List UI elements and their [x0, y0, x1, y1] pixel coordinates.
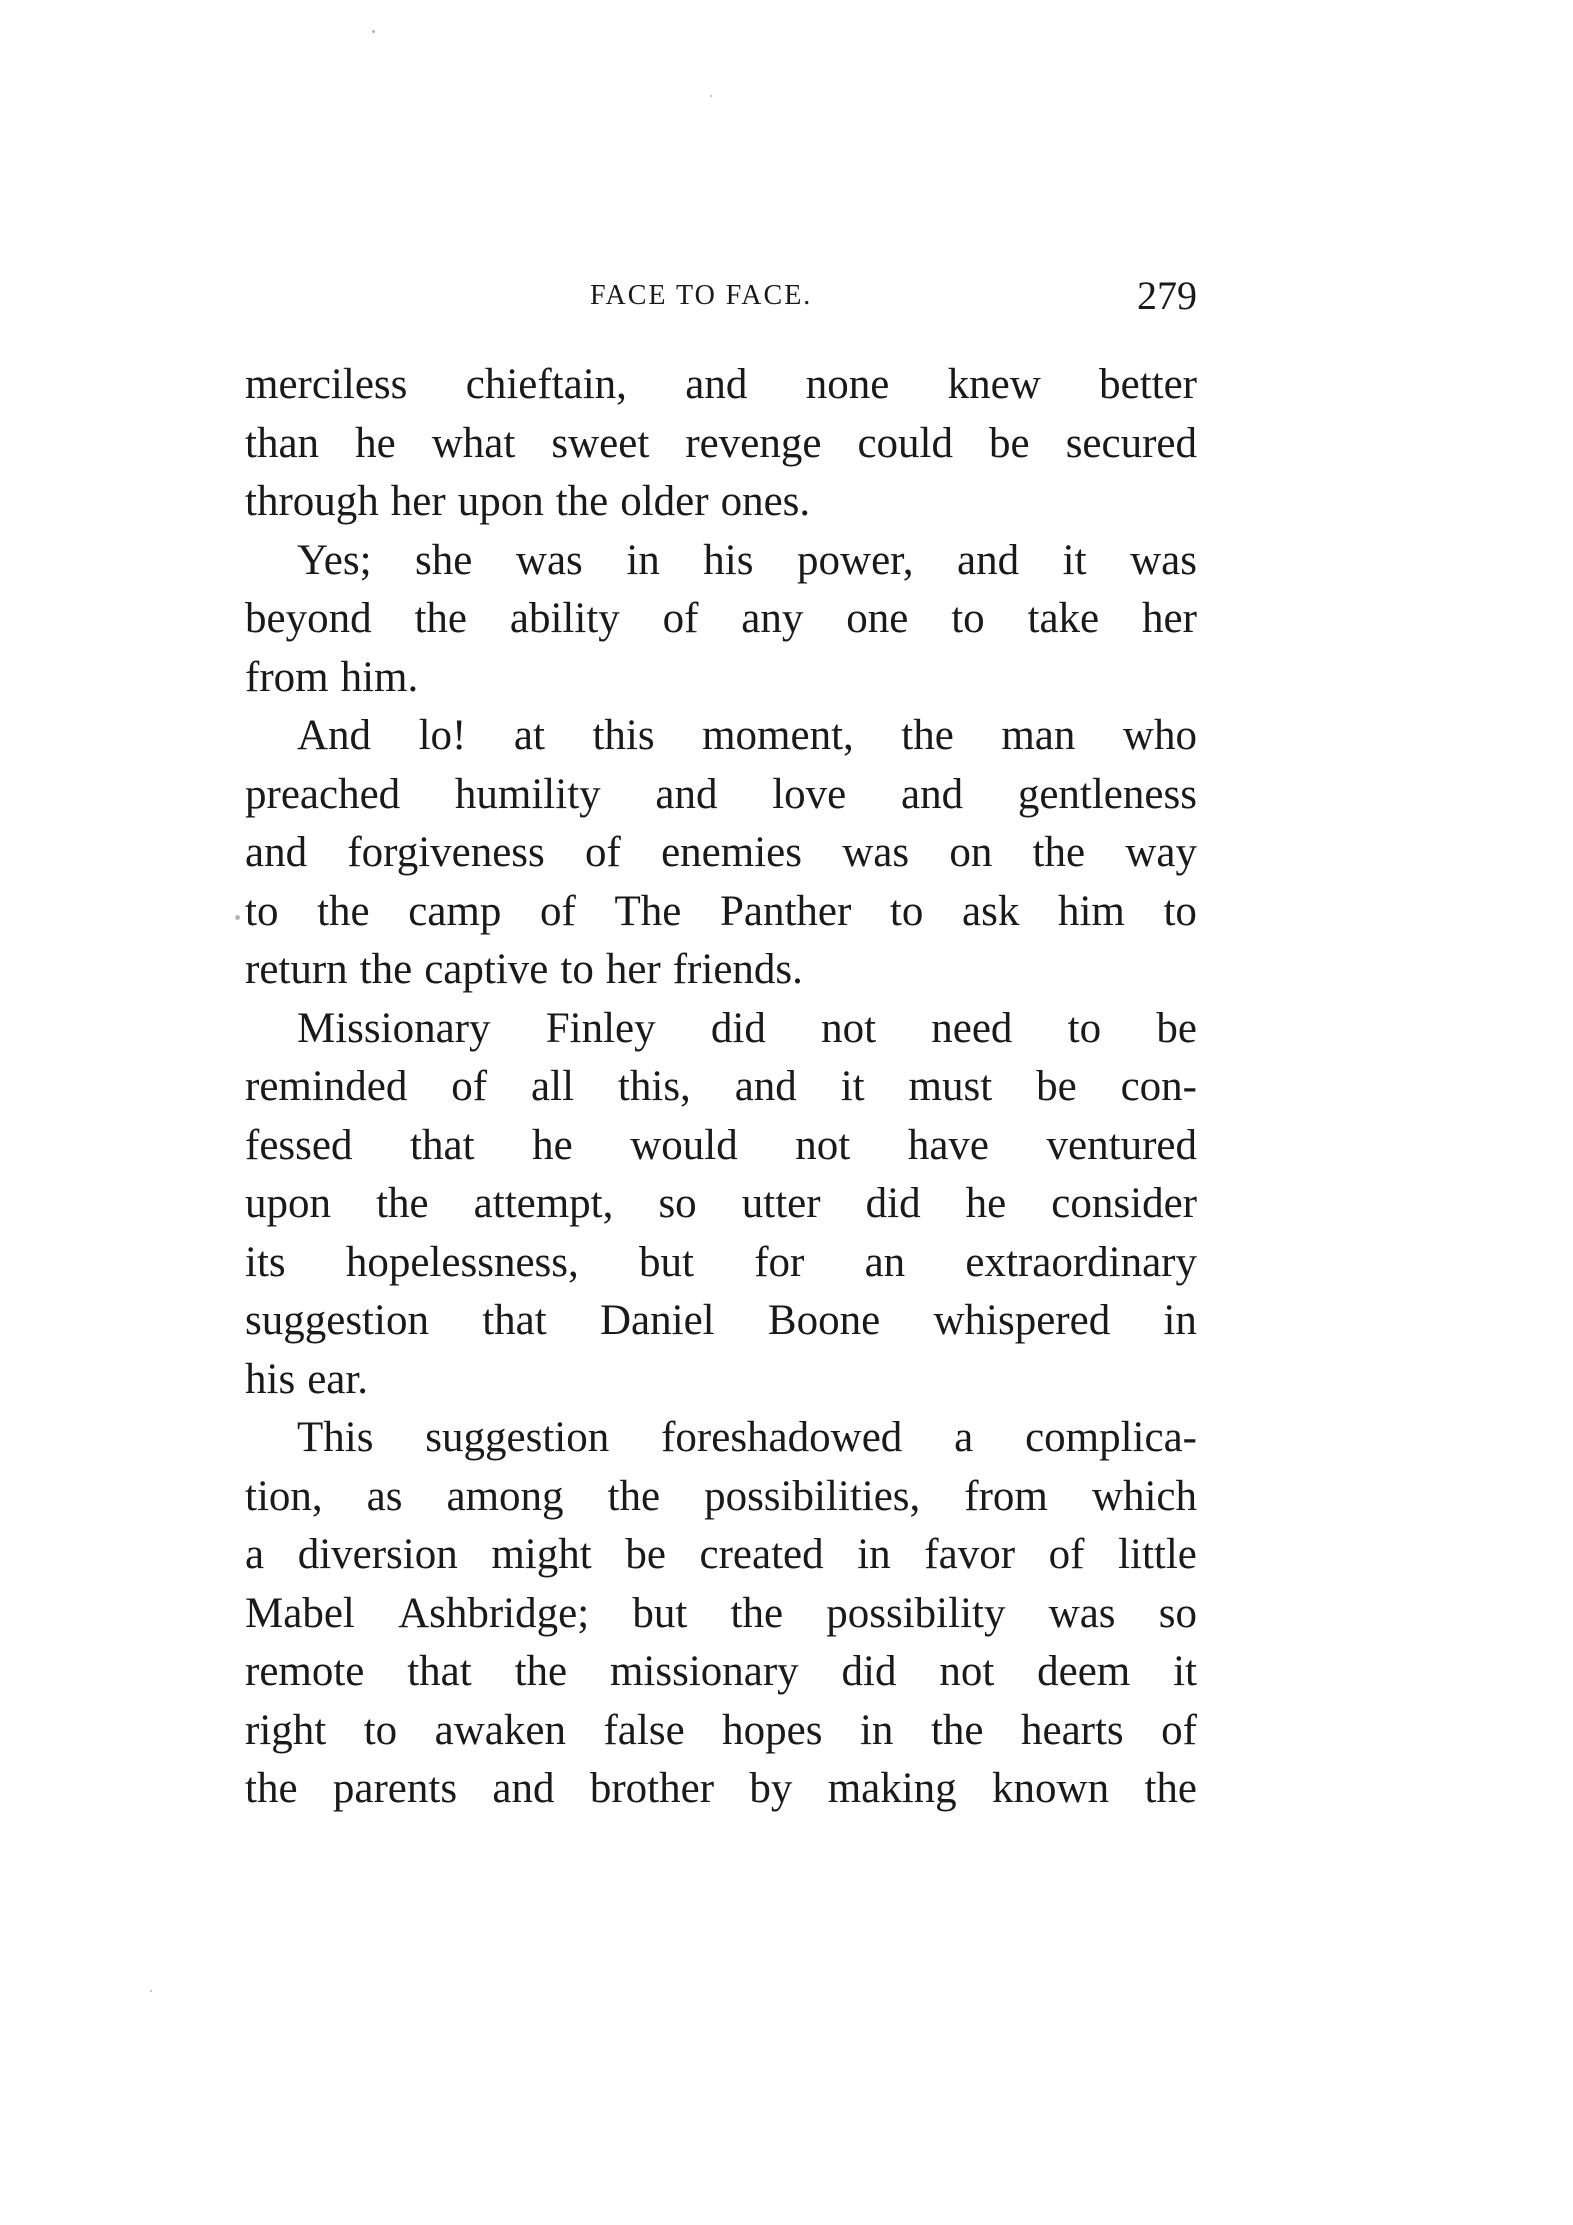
text-line: and forgiveness of enemies was on the way: [245, 829, 1197, 876]
text-line: to the camp of The Panther to ask him to: [245, 887, 1197, 935]
running-head: [245, 272, 1197, 320]
body-text: [245, 356, 1197, 1819]
text-line: right to awaken false hopes in the hearts of: [245, 1706, 1197, 1754]
text-line: its hopelessness, but for an extraordinary: [245, 1238, 1197, 1286]
text-line: Mabel Ashbridge; but the possibility was so: [245, 1589, 1197, 1637]
paragraph: [245, 707, 1197, 1000]
paragraph: [245, 356, 1197, 532]
text-line: tion, as among the possibilities, from which: [245, 1472, 1197, 1520]
text-line: This suggestion foreshadowed a complica-: [297, 1414, 1197, 1461]
text-line: Yes; she was in his power, and it was: [297, 536, 1197, 584]
text-line: his ear.: [245, 1355, 369, 1403]
running-title: FACE TO FACE.: [590, 280, 813, 311]
text-line: upon the attempt, so utter did he consider: [245, 1180, 1197, 1227]
paragraph: [245, 532, 1197, 708]
text-line: from him.: [245, 653, 419, 701]
text-line: merciless chieftain, and none knew better: [245, 361, 1197, 408]
text-line: remote that the missionary did not deem it: [245, 1648, 1197, 1695]
paragraph: [245, 1409, 1197, 1819]
page-number: 279: [1137, 273, 1197, 318]
text-line: through her upon the older ones.: [245, 478, 811, 525]
text-line: a diversion might be created in favor of little: [245, 1531, 1197, 1578]
text-line: than he what sweet revenge could be secured: [245, 419, 1197, 467]
paragraph: [245, 1000, 1197, 1410]
text-line: suggestion that Daniel Boone whispered in: [245, 1297, 1197, 1344]
text-line: the parents and brother by making known the: [245, 1765, 1197, 1812]
text-line: fessed that he would not have ventured: [245, 1121, 1197, 1169]
text-line: preached humility and love and gentleness: [245, 770, 1197, 818]
text-line: beyond the ability of any one to take her: [245, 595, 1197, 642]
text-line: return the captive to her friends.: [245, 946, 803, 993]
text-line: And lo! at this moment, the man who: [297, 712, 1197, 759]
text-line: reminded of all this, and it must be con-: [245, 1063, 1197, 1110]
text-line: Missionary Finley did not need to be: [297, 1004, 1197, 1052]
